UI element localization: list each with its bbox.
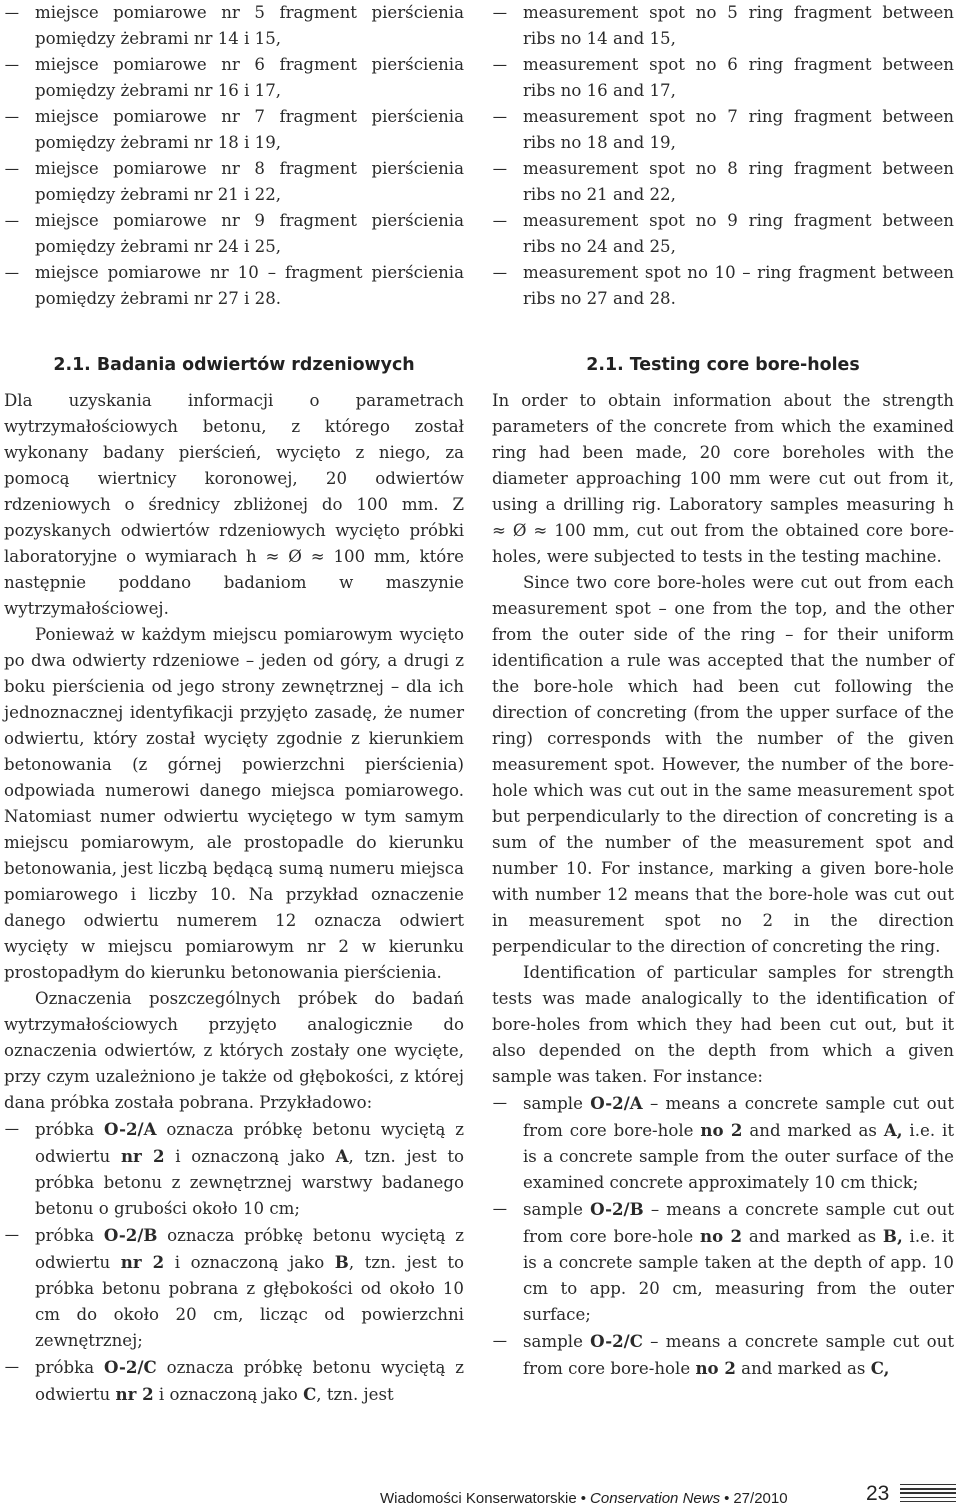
list-item: – miejsce pomiarowe nr 5 fragment pierścienia pomiędzy żebrami nr 14 i 15,	[4, 0, 464, 52]
page-footer	[380, 1484, 956, 1508]
list-item: – miejsce pomiarowe nr 9 fragment pierścienia pomiędzy żebrami nr 24 i 25,	[4, 208, 464, 260]
paragraph: Ponieważ w każdym miejscu pomiarowym wycięto po dwa odwierty rdzeniowe – jeden od góry, a drugi z boku pierścienia od jego strony zewnętrznej – dla ich jednoznacznej identyfikacji przyjęto zasadę, że numer odwiertu, który został wycięty zgodnie z kierunkiem betonowania (z górnej powierzchni pierścienia) odpowiada numerowi danego miejsca pomiarowego. Natomiast numer odwiertu wyciętego w tym samym miejscu pomiarowym, ale prostopadle do kierunku betonowania, jest liczbą będącą sumą numeru miejsca pomiarowego i liczby 10. Na przykład oznaczenie danego odwiertu numerem 12 oznacza odwiert wycięty w miejscu pomiarowym nr 2 w kierunku prostopadłym do kierunku betonowania pierścienia.	[4, 625, 464, 982]
list-item: – miejsce pomiarowe nr 8 fragment pierścienia pomiędzy żebrami nr 21 i 22,	[4, 156, 464, 208]
list-item: – sample O-2/A – means a concrete sample cut out from core bore-hole no 2 and marked as A, i.e. it is a concrete sample from the outer surface of the examined concrete approximately 10 cm thick;	[492, 1090, 954, 1196]
list-item: – próbka O-2/A oznacza próbkę betonu wyciętą z odwiertu nr 2 i oznaczoną jako A, tzn. jest to próbka betonu z zewnętrznej warstwy badanego betonu o grubości około 10 cm;	[4, 1116, 464, 1222]
list-item: – miejsce pomiarowe nr 10 – fragment pierścienia pomiędzy żebrami nr 27 i 28.	[4, 260, 464, 312]
journal-title: Wiadomości Konserwatorskie • Conservation News • 27/2010	[380, 1490, 788, 1507]
section-heading-pl: 2.1. Badania odwiertów rdzeniowych	[53, 355, 415, 375]
sample-list-pl	[4, 1116, 464, 1408]
list-item: – measurement spot no 5 ring fragment between ribs no 14 and 15,	[492, 0, 954, 52]
list-item: – miejsce pomiarowe nr 7 fragment pierścienia pomiędzy żebrami nr 18 i 19,	[4, 104, 464, 156]
left-column	[4, 0, 464, 312]
list-item: – miejsce pomiarowe nr 6 fragment pierścienia pomiędzy żebrami nr 16 i 17,	[4, 52, 464, 104]
list-item: – sample O-2/C – means a concrete sample cut out from core bore-hole no 2 and marked as C,	[492, 1328, 954, 1382]
list-item: – próbka O-2/B oznacza próbkę betonu wyciętą z odwiertu nr 2 i oznaczoną jako B, tzn. jest to próbka betonu pobrana z głębokości od około 10 cm do około 20 cm, licząc od powierzchni zewnętrznej;	[4, 1222, 464, 1354]
list-item: – measurement spot no 8 ring fragment between ribs no 21 and 22,	[492, 156, 954, 208]
list-item: – measurement spot no 9 ring fragment between ribs no 24 and 25,	[492, 208, 954, 260]
list-item: – próbka O-2/C oznacza próbkę betonu wyciętą z odwiertu nr 2 i oznaczoną jako C, tzn. jest	[4, 1354, 464, 1408]
section-heading-en: 2.1. Testing core bore-holes	[586, 355, 860, 375]
list-item: – measurement spot no 6 ring fragment between ribs no 16 and 17,	[492, 52, 954, 104]
decorative-rule	[900, 1484, 956, 1505]
page-number: 23	[866, 1482, 890, 1505]
paragraph: Oznaczenia poszczególnych próbek do badań wytrzymałościowych przyjęto analogicznie do oznaczenia odwiertów, z których zostały one wycięte, przy czym uzależniono je także od głębokości, z której dana próbka została pobrana. Przykładowo:	[4, 989, 464, 1112]
list-item: – measurement spot no 10 – ring fragment between ribs no 27 and 28.	[492, 260, 954, 312]
right-column	[492, 0, 954, 312]
list-item: – sample O-2/B – means a concrete sample cut out from core bore-hole no 2 and marked as B, i.e. it is a concrete sample taken at the depth of app. 10 cm to app. 20 cm, measuring from the outer surface;	[492, 1196, 954, 1328]
paragraph: Dla uzyskania informacji o parametrach wytrzymałościowych betonu, z którego został wykonany badany pierścień, wycięto z niego, za pomocą wiertnicy koronowej, 20 odwiertów rdzeniowych o średnicy zbliżonej do 100 mm. Z pozyskanych odwiertów rdzeniowych wycięto próbki laboratoryjne o wymiarach h ≈ Ø ≈ 100 mm, które następnie poddano badaniom w maszynie wytrzymałościowej.	[4, 391, 464, 618]
sample-list-en	[492, 1090, 954, 1382]
left-section	[4, 352, 464, 1408]
paragraph: In order to obtain information about the strength parameters of the concrete from which the examined ring had been made, 20 core boreholes with the diameter approaching 100 mm were cut out from it, using a drilling rig. Laboratory samples measuring h ≈ Ø ≈ 100 mm, cut out from the obtained core bore-holes, were subjected to tests in the testing machine.	[492, 391, 954, 566]
measurement-spots-list-en	[492, 0, 954, 312]
paragraph: Identification of particular samples for strength tests was made analogically to the identification of bore-holes from which they had been cut out, but it also depended on the depth from which a given sample was taken. For instance:	[492, 963, 954, 1086]
paragraph: Since two core bore-holes were cut out from each measurement spot – one from the top, and the other from the outer side of the ring – for their uniform identification a rule was accepted that the number of the bore-hole which had been cut following the direction of concreting (from the upper surface of the ring) corresponds with the number of the given measurement spot. However, the number of the bore-hole which was cut out in the same measurement spot but perpendicularly to the direction of concreting is a sum of the number of the measurement spot and number 10. For instance, marking a given bore-hole with number 12 means that the bore-hole was cut out in measurement spot no 2 in the direction perpendicular to the direction of concreting the ring.	[492, 573, 954, 956]
right-section	[492, 352, 954, 1382]
measurement-spots-list-pl	[4, 0, 464, 312]
list-item: – measurement spot no 7 ring fragment between ribs no 18 and 19,	[492, 104, 954, 156]
